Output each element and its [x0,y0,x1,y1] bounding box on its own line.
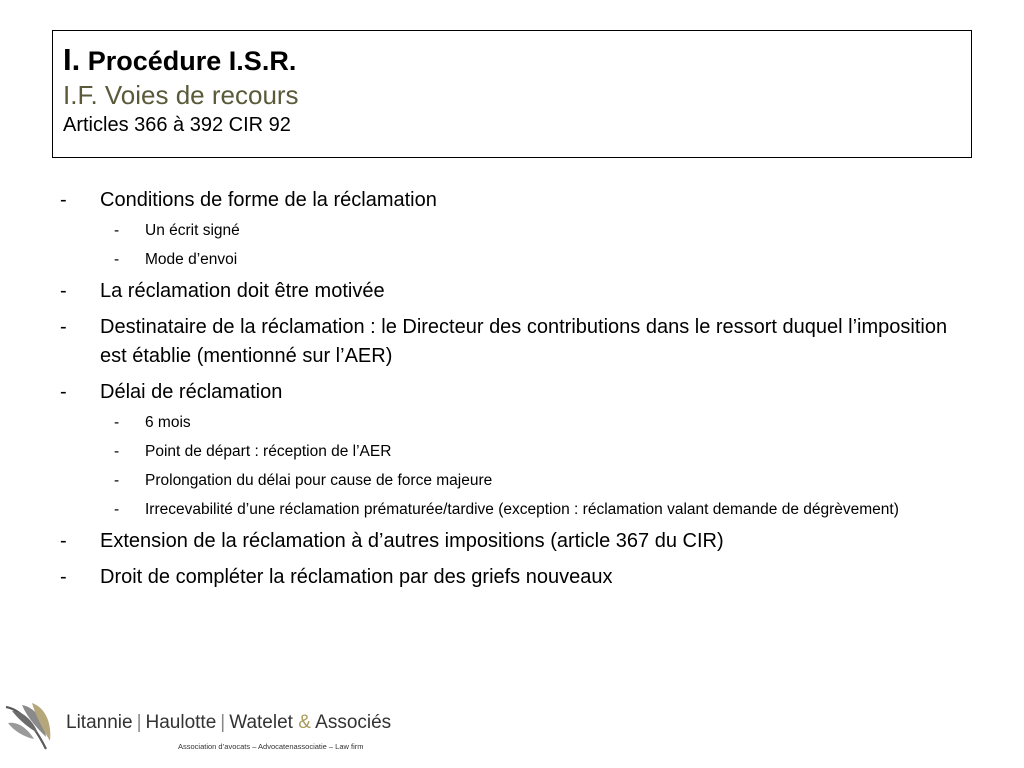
sub-bullet-item [60,219,960,242]
firm-name-part: Litannie [66,712,133,733]
sub-bullet-list [60,411,960,521]
sub-bullet-text: Un écrit signé [145,222,240,239]
firm-ampersand: & [298,712,311,733]
firm-name-part: Associés [315,712,392,733]
slide-articles: Articles 366 à 392 CIR 92 [63,114,291,136]
sub-bullet-item [60,248,960,271]
firm-name-part: Watelet [229,712,293,733]
sub-bullet-item [60,469,960,492]
sub-bullet-text: Point de départ : réception de l’AER [145,443,392,460]
bullet-text: Délai de réclamation [100,381,283,403]
sub-bullet-text: Irrecevabilité d’une réclamation prématurée/tardive (exception : réclamation valant demande de dégrèvement) [145,501,899,518]
sub-bullet-list [60,219,960,271]
sub-bullet-item [60,411,960,434]
sub-bullet-text: Mode d’envoi [145,251,238,268]
slide-subtitle: I.F. Voies de recours [63,80,299,110]
bullet-group [60,186,960,271]
bullet-item [60,563,960,592]
sub-bullet-text: Prolongation du délai pour cause de force majeure [145,472,493,489]
bullet-dash: - [60,189,67,211]
firm-tagline: Association d’avocats – Advocatenassociatie – Law firm [178,742,364,751]
bullet-text: Extension de la réclamation à d’autres impositions (article 367 du CIR) [100,530,724,552]
footer [0,695,420,768]
sub-bullet-text: 6 mois [145,414,191,431]
bullet-item [60,313,960,371]
bullet-text: Destinataire de la réclamation : le Directeur des contributions dans le ressort duquel l’imposition est établie (mentionné sur l’AER) [100,316,948,367]
sub-bullet-dash: - [114,222,120,239]
sub-bullet-dash: - [114,251,120,268]
sub-bullet-dash: - [114,443,120,460]
bullet-item [60,527,960,556]
bullet-item [60,186,960,215]
bullet-dash: - [60,566,67,588]
sub-bullet-item [60,498,960,521]
bullet-dash: - [60,381,67,403]
bullet-dash: - [60,316,67,338]
sub-bullet-dash: - [114,501,120,518]
title-main: Procédure I.S.R. [87,46,297,76]
title-box [52,30,972,158]
sub-bullet-dash: - [114,472,120,489]
firm-separator: | [220,712,226,733]
bullet-group [60,378,960,521]
bullet-item [60,378,960,407]
bullet-dash: - [60,280,67,302]
leaf-logo-icon [2,699,62,755]
title-roman-numeral: I. [63,42,81,77]
bullet-text: Droit de compléter la réclamation par des griefs nouveaux [100,566,613,588]
slide-title [63,43,961,78]
sub-bullet-item [60,440,960,463]
firm-name [66,712,391,734]
bullet-item [60,277,960,306]
bullet-dash: - [60,530,67,552]
bullet-list [60,186,960,599]
firm-name-part: Haulotte [145,712,217,733]
firm-separator: | [136,712,142,733]
bullet-text: Conditions de forme de la réclamation [100,189,437,211]
bullet-text: La réclamation doit être motivée [100,280,385,302]
sub-bullet-dash: - [114,414,120,431]
